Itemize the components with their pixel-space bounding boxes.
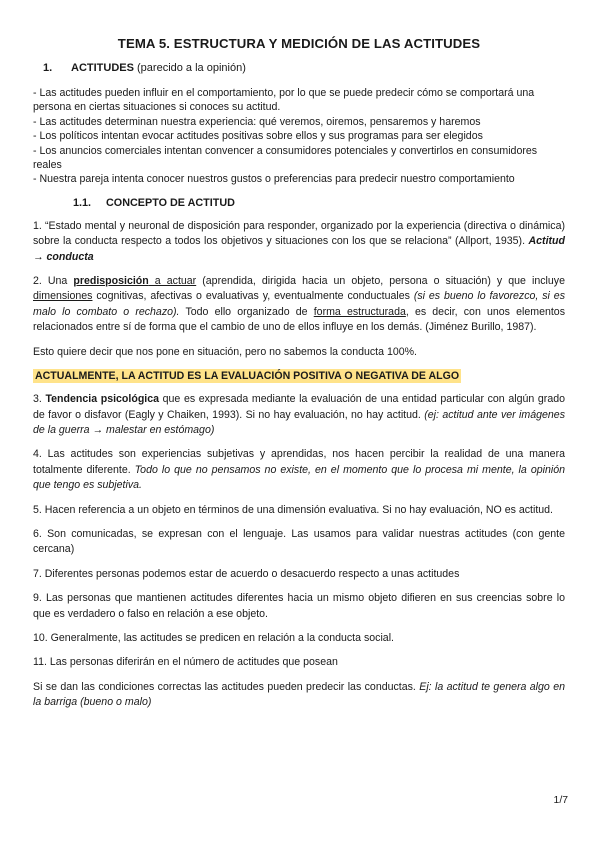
p2-e: dimensiones [33, 290, 93, 303]
p2-g: (si es bueno lo favorezco, si es malo lo combato o rechazo). [33, 290, 565, 318]
paragraph-3 [33, 392, 565, 438]
document-title: TEMA 5. ESTRUCTURA Y MEDICIÓN DE LAS ACTITUDES [117, 36, 481, 51]
p4-a: 4. Las actitudes son experiencias subjetivas y aprendidas, nos hacen percibir la realidad de una manera totalmente diferente. [33, 448, 565, 476]
bullet-item: - Nuestra pareja intenta conocer nuestros gustos o preferencias para predecir nuestro comportamiento [33, 173, 515, 186]
bullet-item: - Los anuncios comerciales intentan convencer a consumidores potenciales y convertirlos en consumidores reales [33, 144, 538, 172]
section-heading-actitudes [43, 62, 565, 74]
bullet-item: - Las actitudes pueden influir en el comportamiento, por lo que se puede predecir cómo se comportará una persona en ciertas situaciones si conoces su actitud. [33, 87, 535, 114]
paragraph-11: 11. Las personas diferirán en el número de actitudes que posean [33, 656, 338, 669]
paragraph-final [33, 680, 565, 711]
paragraph-6: 6. Son comunicadas, se expresan con el lenguaje. Las usamos para validar nuestras actitudes (con gente cercana) [33, 527, 565, 556]
bullet-list [33, 86, 565, 187]
p2-b: predisposición [73, 275, 149, 288]
p2-h: Todo ello organizado de [179, 305, 314, 318]
paragraph-2 [33, 274, 565, 336]
section-note: (parecido a la opinión) [133, 62, 246, 74]
subsection-number: 1.1. [73, 196, 92, 209]
pfinal-a: Si se dan las condiciones correctas las actitudes pueden predecir las conductas. [33, 680, 420, 693]
paragraph-1 [33, 219, 565, 265]
paragraph-esto: Esto quiere decir que nos pone en situación, pero no sabemos la conducta 100%. [33, 345, 417, 358]
p3-d: (ej: actitud ante ver imágenes de la guerra → malestar en estómago) [33, 408, 565, 436]
p2-j: , es decir, con unos elementos relacionados entre sí de forma que el cambio de uno de ellos influye en los demás. (Jiménez Burillo, 1987). [33, 305, 565, 334]
bullet-item: - Los políticos intentan evocar actitudes positivas sobre ellos y sus programas para ser elegidos [33, 130, 483, 143]
paragraph-4 [33, 447, 565, 493]
subsection-label: CONCEPTO DE ACTITUD [106, 196, 235, 209]
p3-c: que es expresada mediante la evaluación de una entidad particular con algún grado de favor o disfavor (Eagly y Chaiken, 1993). Si no hay evaluación, no hay actitud. [33, 393, 565, 421]
paragraph-7: 7. Diferentes personas podemos estar de acuerdo o desacuerdo respecto a unas actitudes [33, 567, 460, 580]
pfinal-b: Ej: la actitud te genera algo en la barriga (bueno o malo) [33, 680, 565, 709]
page-number: 1/7 [553, 795, 568, 806]
paragraph-9: 9. Las personas que mantienen actitudes diferentes hacia un mismo objeto difieren en sus creencias sobre lo que es verdadero o falso en relación a ese objeto. [33, 592, 565, 620]
bullet-item: - Las actitudes determinan nuestra experiencia: qué veremos, oiremos, pensaremos y haremos [33, 115, 481, 128]
p1-emphasis: Actitud → conducta [33, 235, 565, 263]
p2-c: a actuar [148, 275, 197, 288]
document-page [33, 36, 565, 720]
p3-a: 3. [33, 393, 46, 406]
subsection-heading-concepto [73, 197, 565, 209]
p3-b: Tendencia psicológica [45, 393, 160, 406]
section-label: ACTITUDES [71, 62, 134, 74]
paragraph-10: 10. Generalmente, las actitudes se predicen en relación a la conducta social. [33, 631, 394, 644]
section-number: 1. [43, 62, 53, 74]
p2-d: (aprendida, dirigida hacia un objeto, persona o situación) y que incluye [196, 275, 565, 288]
p4-b: Todo lo que no pensamos no existe, en el momento que lo procesa mi mente, la opinión que tengo es subjetiva. [33, 463, 565, 492]
paragraph-5: 5. Hacen referencia a un objeto en términos de una dimensión evaluativa. Si no hay evaluación, NO es actitud. [33, 503, 553, 516]
p2-i: forma estructurada [313, 305, 406, 318]
p1-text: 1. “Estado mental y neuronal de disposición para responder, organizado por la experiencia (directiva o dinámica) sobre la conducta respecto a todos los objetivos y situaciones con los que se relaciona” (Allport, 1935). [33, 219, 565, 248]
highlighted-statement: ACTUALMENTE, LA ACTITUD ES LA EVALUACIÓN POSITIVA O NEGATIVA DE ALGO [35, 370, 460, 383]
p2-f: cognitivas, afectivas o evaluativas y, eventualmente conductuales [92, 290, 414, 303]
p2-a: 2. Una [33, 275, 74, 288]
